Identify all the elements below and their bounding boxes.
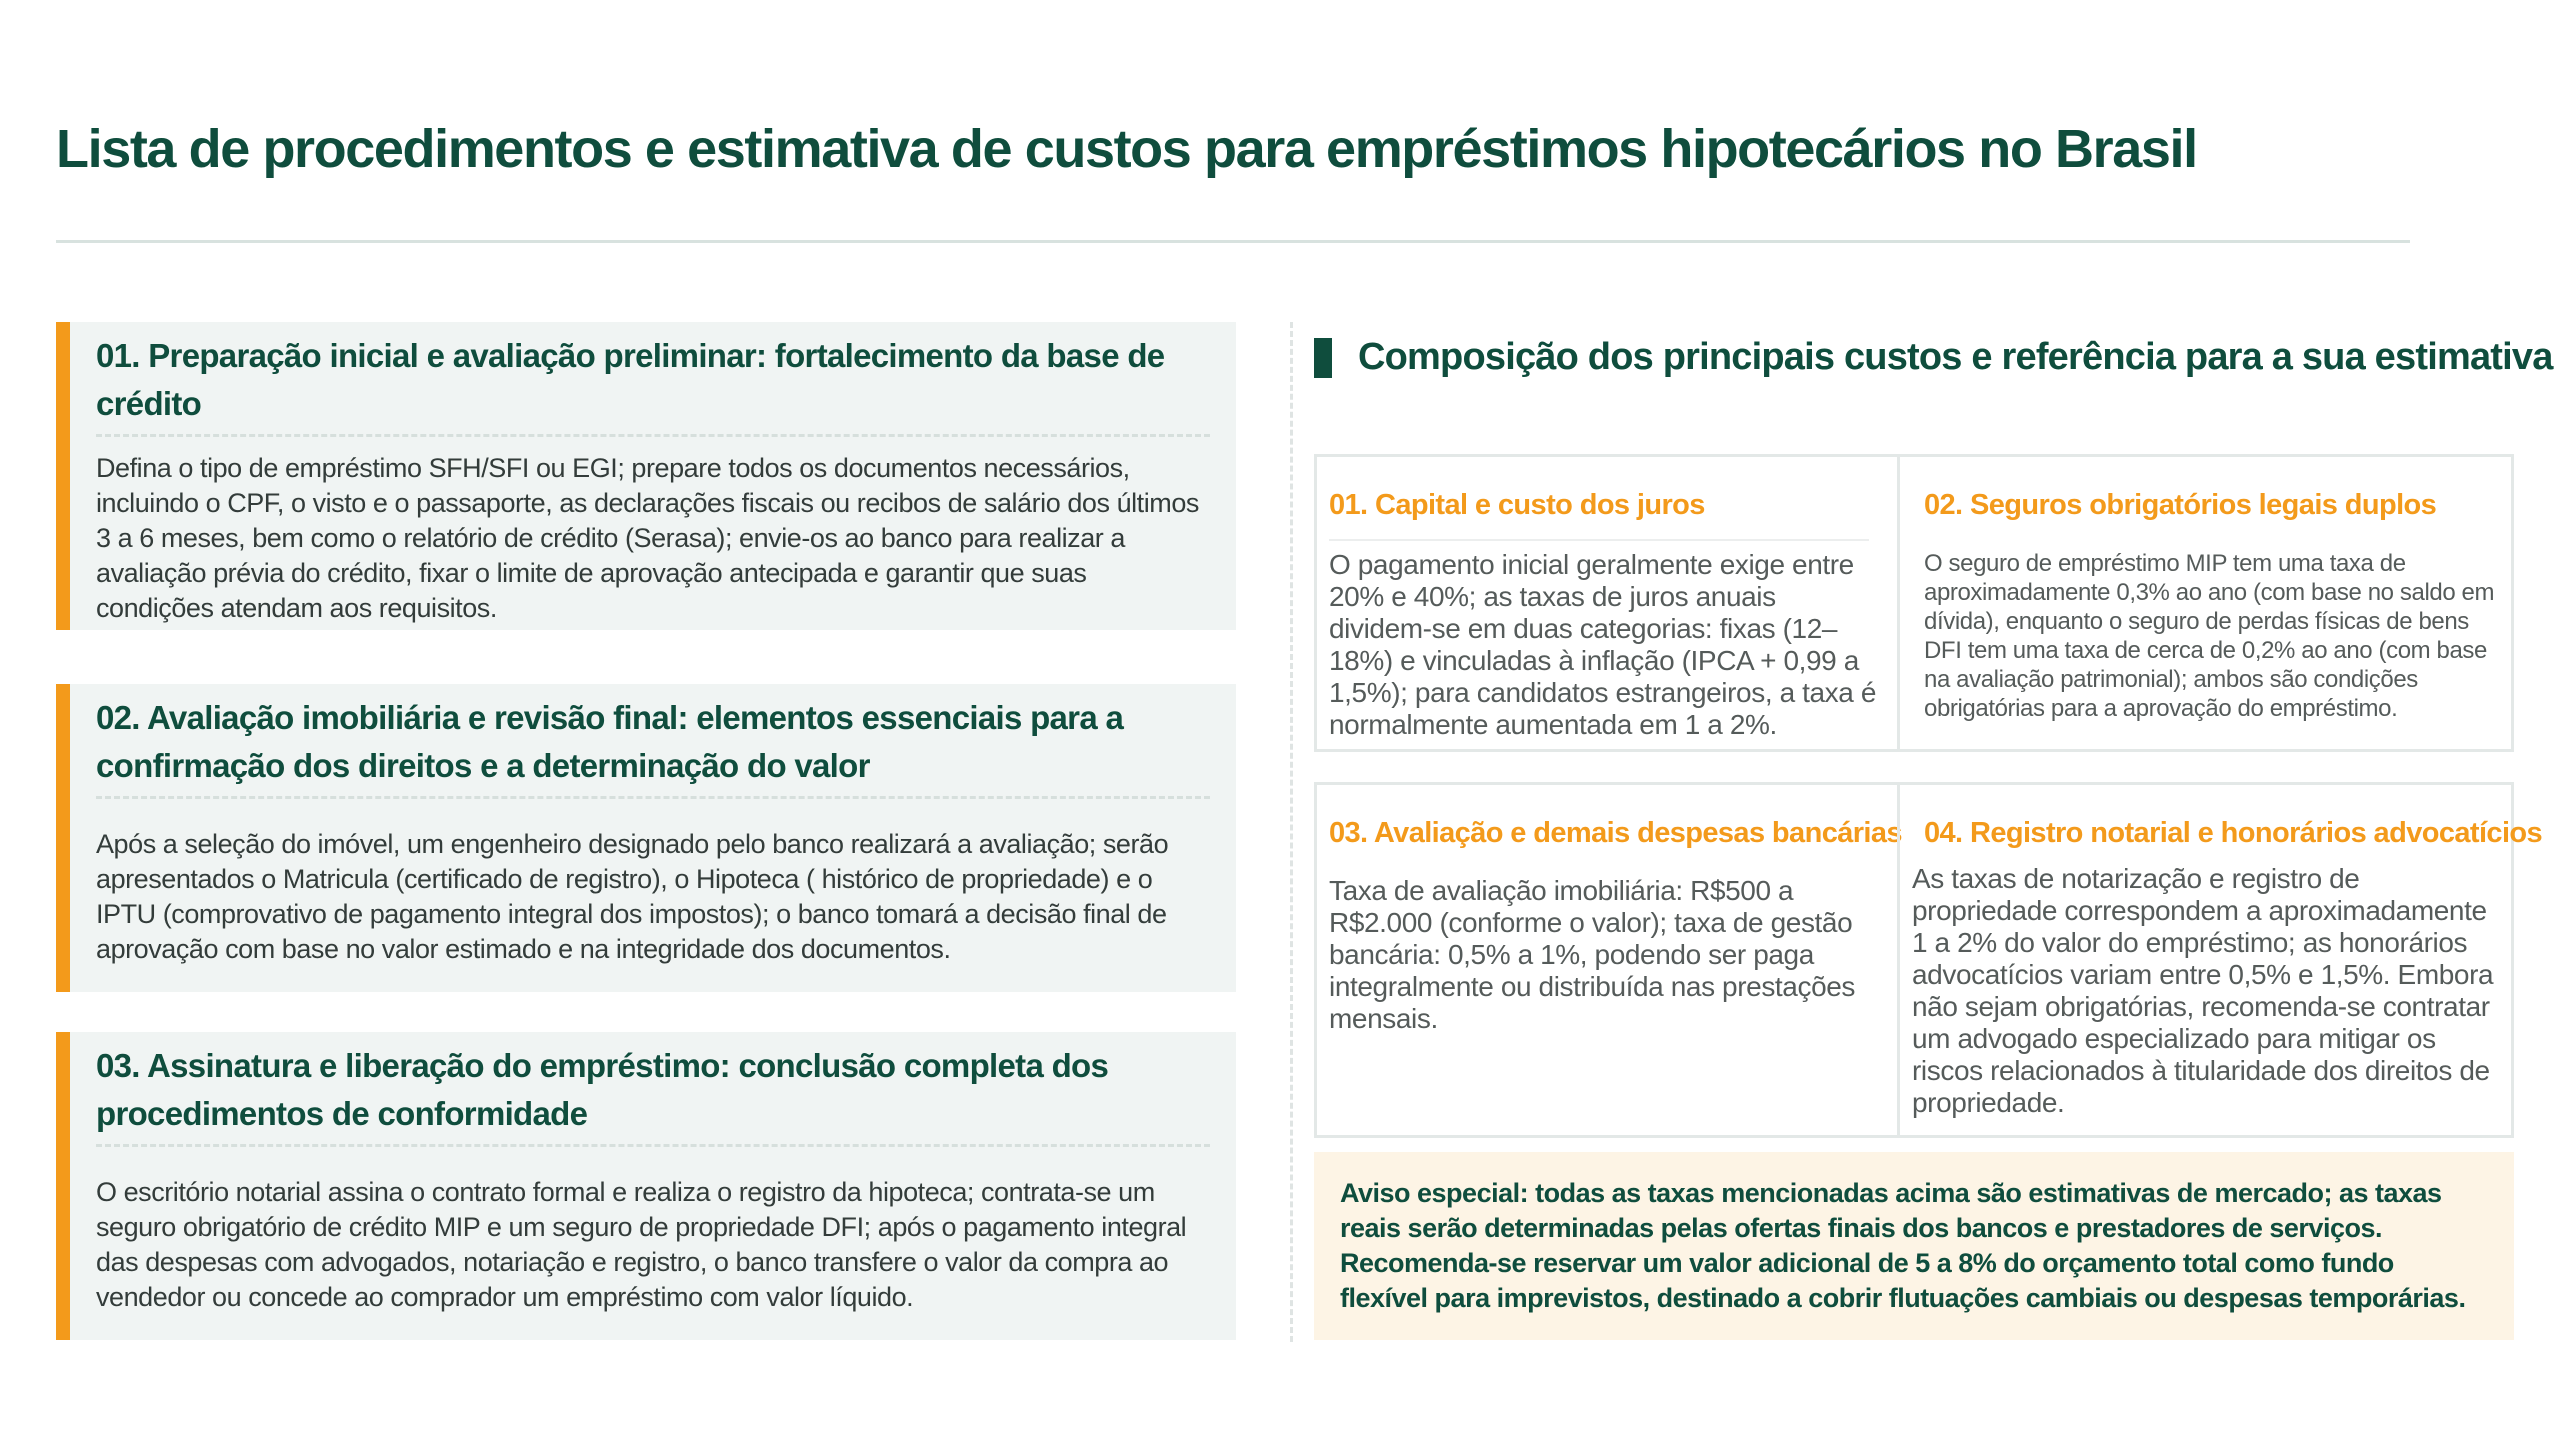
step-title: 01. Preparação inicial e avaliação preliminar: fortalecimento da base de crédito xyxy=(96,322,1210,437)
special-notice: Aviso especial: todas as taxas mencionadas acima são estimativas de mercado; as taxas reais serão determinadas pelas ofertas finais dos bancos e prestadores de serviços. Recomenda-se reservar um valor adicional de 5 a 8% do orçamento total como fundo flexível para imprevistos, destinado a cobrir flutuações cambiais ou despesas temporárias. xyxy=(1314,1152,2514,1340)
cost-card-3 xyxy=(1317,785,1902,1135)
costs-section-header xyxy=(1314,336,2553,379)
cost-card-title: 03. Avaliação e demais despesas bancárias xyxy=(1329,817,1902,849)
cost-grid-row-1 xyxy=(1314,454,2514,752)
cost-card-body: As taxas de notarização e registro de propriedade correspondem a aproximadamente 1 a 2% do valor do empréstimo; as honorários advocatícios variam entre 0,5% e 1,5%. Embora não sejam obrigatórias, recomenda-se contratar um advogado especializado para mitigar os riscos relacionados à titularidade dos direitos de propriedade. xyxy=(1912,863,2494,1118)
step-title: 02. Avaliação imobiliária e revisão final: elementos essenciais para a confirmação dos direitos e a determinação do valor xyxy=(96,684,1210,799)
column-divider xyxy=(1290,322,1293,1342)
cost-card-body: O seguro de empréstimo MIP tem uma taxa de aproximadamente 0,3% ao ano (com base no saldo em dívida), enquanto o seguro de perdas físicas de bens DFI tem uma taxa de cerca de 0,2% ao ano (com base na avaliação patrimonial); ambos são condições obrigatórias para a aprovação do empréstimo. xyxy=(1924,550,2495,722)
step-card-2 xyxy=(56,684,1236,992)
cost-card-divider xyxy=(1329,539,1869,541)
step-card-1 xyxy=(56,322,1236,630)
costs-section-title: Composição dos principais custos e referência para a sua estimativa xyxy=(1358,336,2553,378)
cost-card-title: 02. Seguros obrigatórios legais duplos xyxy=(1924,489,2437,521)
title-divider xyxy=(56,240,2410,243)
page-title: Lista de procedimentos e estimativa de custos para empréstimos hipotecários no Brasil xyxy=(56,119,2197,179)
cost-card-4 xyxy=(1897,785,2543,1135)
step-body: Defina o tipo de empréstimo SFH/SFI ou EGI; prepare todos os documentos necessários, incluindo o CPF, o visto e o passaporte, as declarações fiscais ou recibos de salário dos últimos 3 a 6 meses, bem como o relatório de crédito (Serasa); envie-os ao banco para realizar a avaliação prévia do crédito, fixar o limite de aprovação antecipada e garantir que suas condições atendam aos requisitos. xyxy=(96,453,1199,623)
cost-card-body: O pagamento inicial geralmente exige entre 20% e 40%; as taxas de juros anuais dividem-se em duas categorias: fixas (12–18%) e vinculadas à inflação (IPCA + 0,99 a 1,5%); para candidatos estrangeiros, a taxa é normalmente aumentada em 1 a 2%. xyxy=(1329,549,1877,740)
step-body: Após a seleção do imóvel, um engenheiro designado pelo banco realizará a avaliação; serão apresentados o Matricula (certificado de registro), o Hipoteca ( histórico de propriedade) e o IPTU (comprovativo de pagamento integral dos impostos); o banco tomará a decisão final de aprovação com base no valor estimado e na integridade dos documentos. xyxy=(96,829,1169,964)
cost-grid-row-2 xyxy=(1314,782,2543,1138)
cost-card-title: 01. Capital e custo dos juros xyxy=(1329,489,1705,521)
cost-card-2 xyxy=(1897,457,2511,749)
step-title: 03. Assinatura e liberação do empréstimo: conclusão completa dos procedimentos de conformidade xyxy=(96,1032,1210,1147)
cost-card-1 xyxy=(1317,457,1897,749)
cost-card-title: 04. Registro notarial e honorários advocatícios xyxy=(1924,817,2543,849)
section-marker-icon xyxy=(1314,338,1332,378)
cost-card-body: Taxa de avaliação imobiliária: R$500 a R$2.000 (conforme o valor); taxa de gestão bancária: 0,5% a 1%, podendo ser paga integralmente ou distribuída nas prestações mensais. xyxy=(1329,875,1856,1034)
step-card-3 xyxy=(56,1032,1236,1340)
step-body: O escritório notarial assina o contrato formal e realiza o registro da hipoteca; contrata-se um seguro obrigatório de crédito MIP e um seguro de propriedade DFI; após o pagamento integral das despesas com advogados, notariação e registro, o banco transfere o valor da compra ao vendedor ou concede ao comprador um empréstimo com valor líquido. xyxy=(96,1177,1187,1312)
